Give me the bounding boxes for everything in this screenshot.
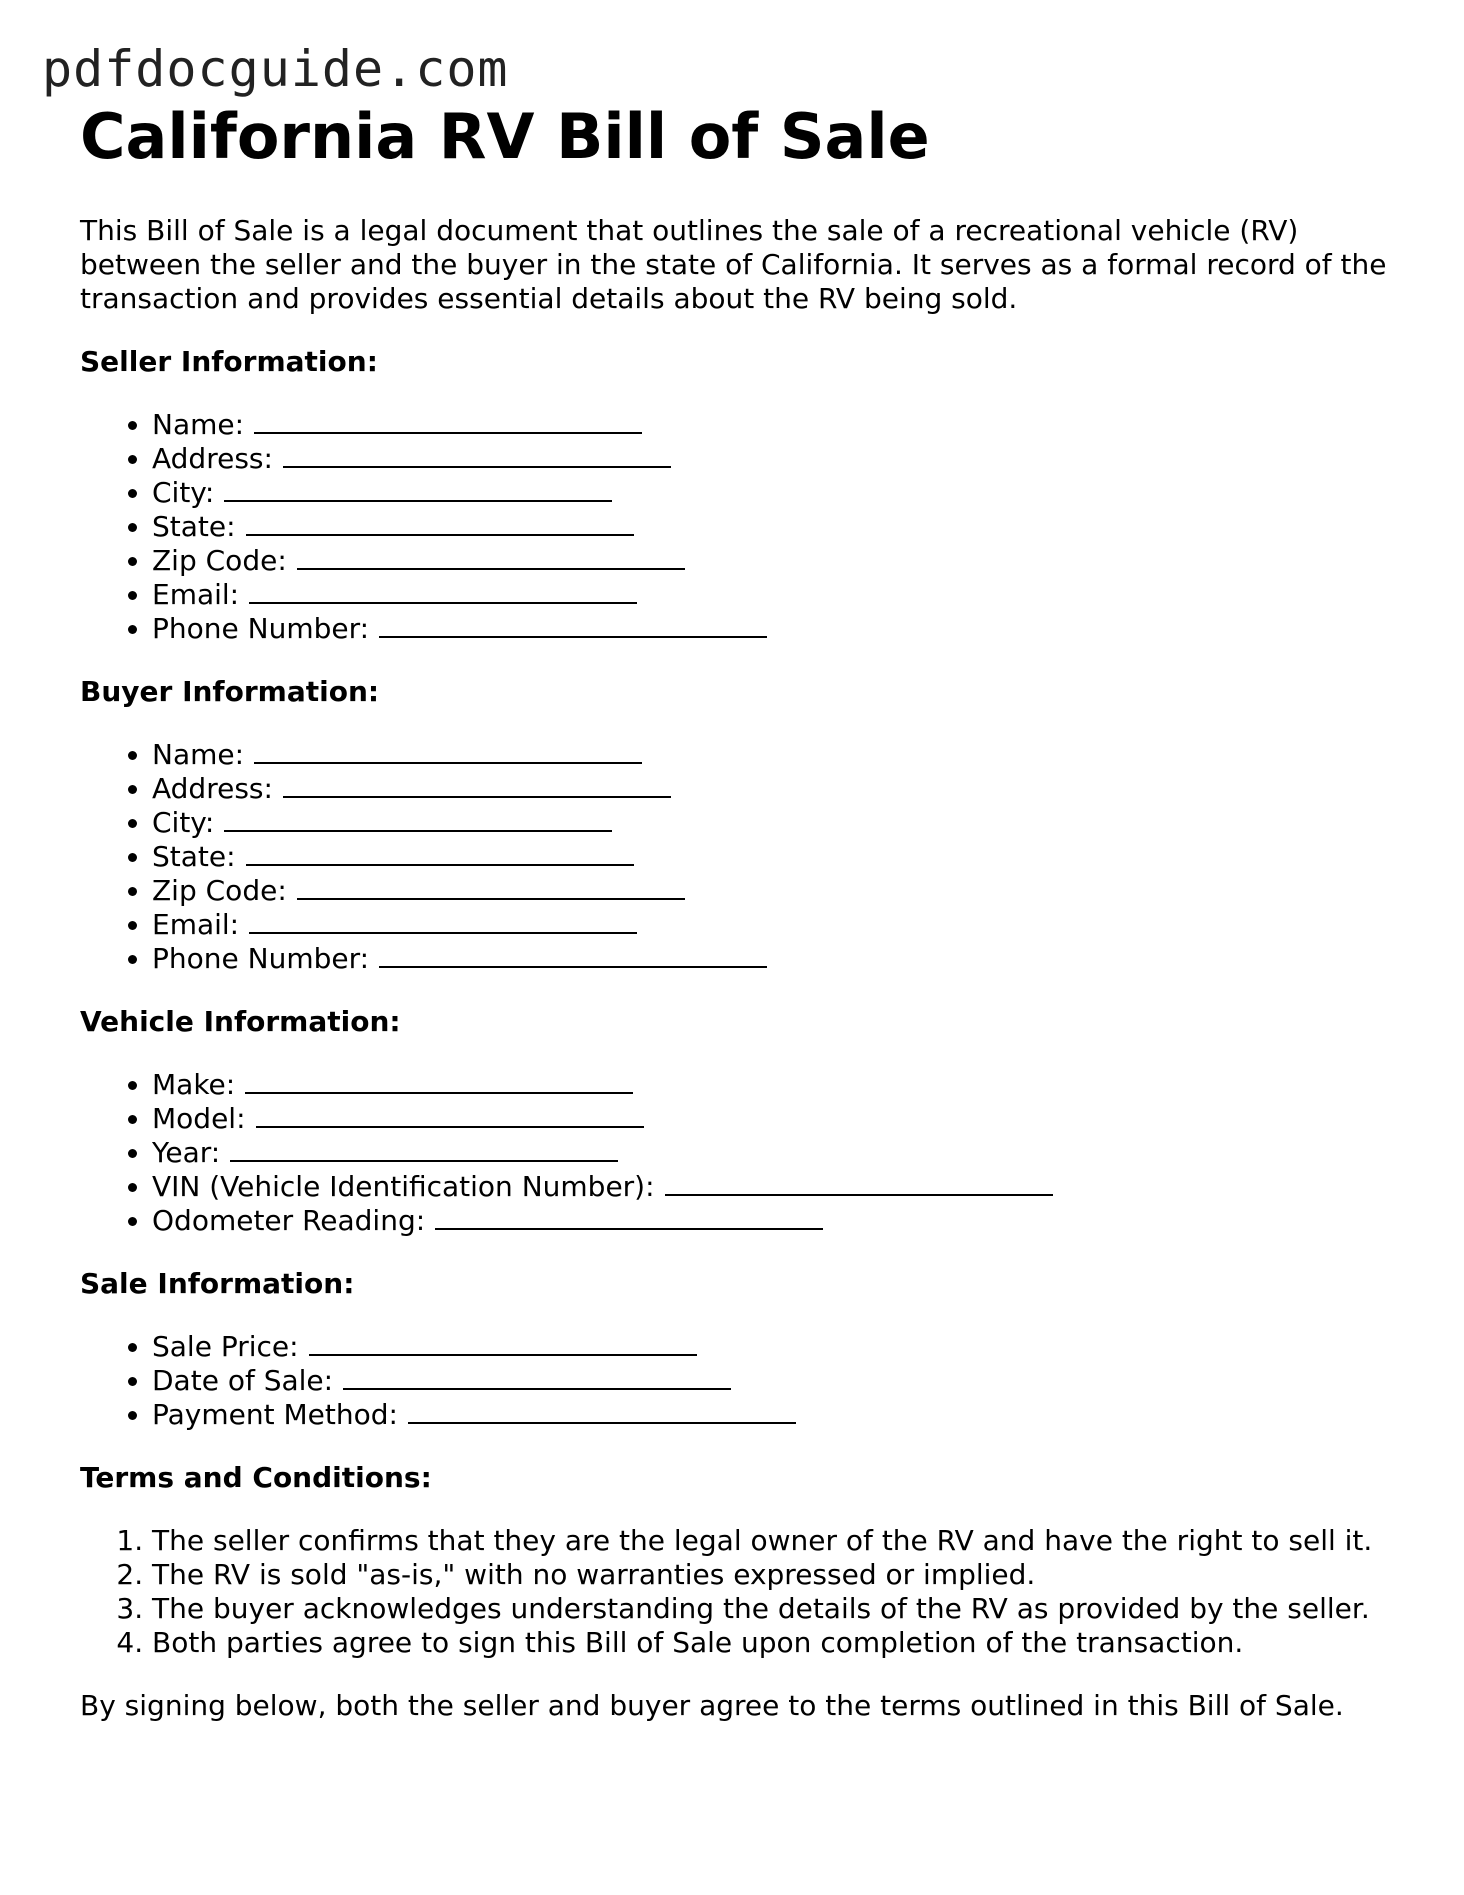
fill-in-line[interactable]	[246, 510, 634, 536]
fill-in-line[interactable]	[379, 612, 767, 638]
site-watermark: pdfdocguide.com	[42, 40, 509, 98]
fill-in-line[interactable]	[309, 1330, 697, 1356]
term-item: 4. Both parties agree to sign this Bill of Sale upon completion of the transaction.	[152, 1626, 1390, 1660]
seller-fields	[80, 408, 1390, 646]
sale-date-field: • Date of Sale:	[152, 1364, 1390, 1398]
fill-in-line[interactable]	[224, 476, 612, 502]
seller-address-field: • Address:	[152, 442, 1390, 476]
vehicle-vin-field: • VIN (Vehicle Identification Number):	[152, 1170, 1390, 1204]
fill-in-line[interactable]	[408, 1398, 796, 1424]
term-item: 2. The RV is sold "as-is," with no warranties expressed or implied.	[152, 1558, 1390, 1592]
buyer-email-field: • Email:	[152, 908, 1390, 942]
seller-state-field: • State:	[152, 510, 1390, 544]
sale-price-field: • Sale Price:	[152, 1330, 1390, 1364]
fill-in-line[interactable]	[254, 738, 642, 764]
fill-in-line[interactable]	[435, 1204, 823, 1230]
fill-in-line[interactable]	[254, 408, 642, 434]
sale-fields	[80, 1330, 1390, 1432]
terms-heading: Terms and Conditions:	[80, 1461, 432, 1495]
buyer-state-field: • State:	[152, 840, 1390, 874]
fill-in-line[interactable]	[245, 1068, 633, 1094]
sale-heading: Sale Information:	[80, 1267, 355, 1301]
buyer-address-field: • Address:	[152, 772, 1390, 806]
fill-in-line[interactable]	[249, 908, 637, 934]
buyer-heading: Buyer Information:	[80, 675, 380, 709]
vehicle-odometer-field: • Odometer Reading:	[152, 1204, 1390, 1238]
fill-in-line[interactable]	[224, 806, 612, 832]
fill-in-line[interactable]	[379, 942, 767, 968]
closing-statement: By signing below, both the seller and buyer agree to the terms outlined in this Bill of Sale.	[80, 1689, 1344, 1723]
buyer-fields	[80, 738, 1390, 976]
seller-name-field: • Name:	[152, 408, 1390, 442]
term-item: 1. The seller confirms that they are the legal owner of the RV and have the right to sell it.	[152, 1524, 1390, 1558]
document-title: California RV Bill of Sale	[80, 100, 930, 173]
seller-email-field: • Email:	[152, 578, 1390, 612]
fill-in-line[interactable]	[297, 874, 685, 900]
vehicle-make-field: • Make:	[152, 1068, 1390, 1102]
fill-in-line[interactable]	[246, 840, 634, 866]
vehicle-model-field: • Model:	[152, 1102, 1390, 1136]
vehicle-heading: Vehicle Information:	[80, 1005, 401, 1039]
fill-in-line[interactable]	[230, 1136, 618, 1162]
intro-paragraph: This Bill of Sale is a legal document that outlines the sale of a recreational vehicle (RV) between the seller and the buyer in the state of California. It serves as a formal record of the transaction and provides essential details about the RV being sold.	[80, 214, 1387, 316]
sale-payment-field: • Payment Method:	[152, 1398, 1390, 1432]
seller-zip-field: • Zip Code:	[152, 544, 1390, 578]
fill-in-line[interactable]	[256, 1102, 644, 1128]
fill-in-line[interactable]	[283, 772, 671, 798]
terms-list	[80, 1524, 1390, 1660]
seller-heading: Seller Information:	[80, 345, 378, 379]
fill-in-line[interactable]	[297, 544, 685, 570]
fill-in-line[interactable]	[283, 442, 671, 468]
buyer-name-field: • Name:	[152, 738, 1390, 772]
term-item: 3. The buyer acknowledges understanding the details of the RV as provided by the seller.	[152, 1592, 1390, 1626]
fill-in-line[interactable]	[665, 1170, 1053, 1196]
buyer-city-field: • City:	[152, 806, 1390, 840]
vehicle-fields	[80, 1068, 1390, 1238]
fill-in-line[interactable]	[343, 1364, 731, 1390]
buyer-phone-field: • Phone Number:	[152, 942, 1390, 976]
buyer-zip-field: • Zip Code:	[152, 874, 1390, 908]
vehicle-year-field: • Year:	[152, 1136, 1390, 1170]
seller-phone-field: • Phone Number:	[152, 612, 1390, 646]
document-body	[80, 100, 1390, 1723]
fill-in-line[interactable]	[249, 578, 637, 604]
seller-city-field: • City:	[152, 476, 1390, 510]
